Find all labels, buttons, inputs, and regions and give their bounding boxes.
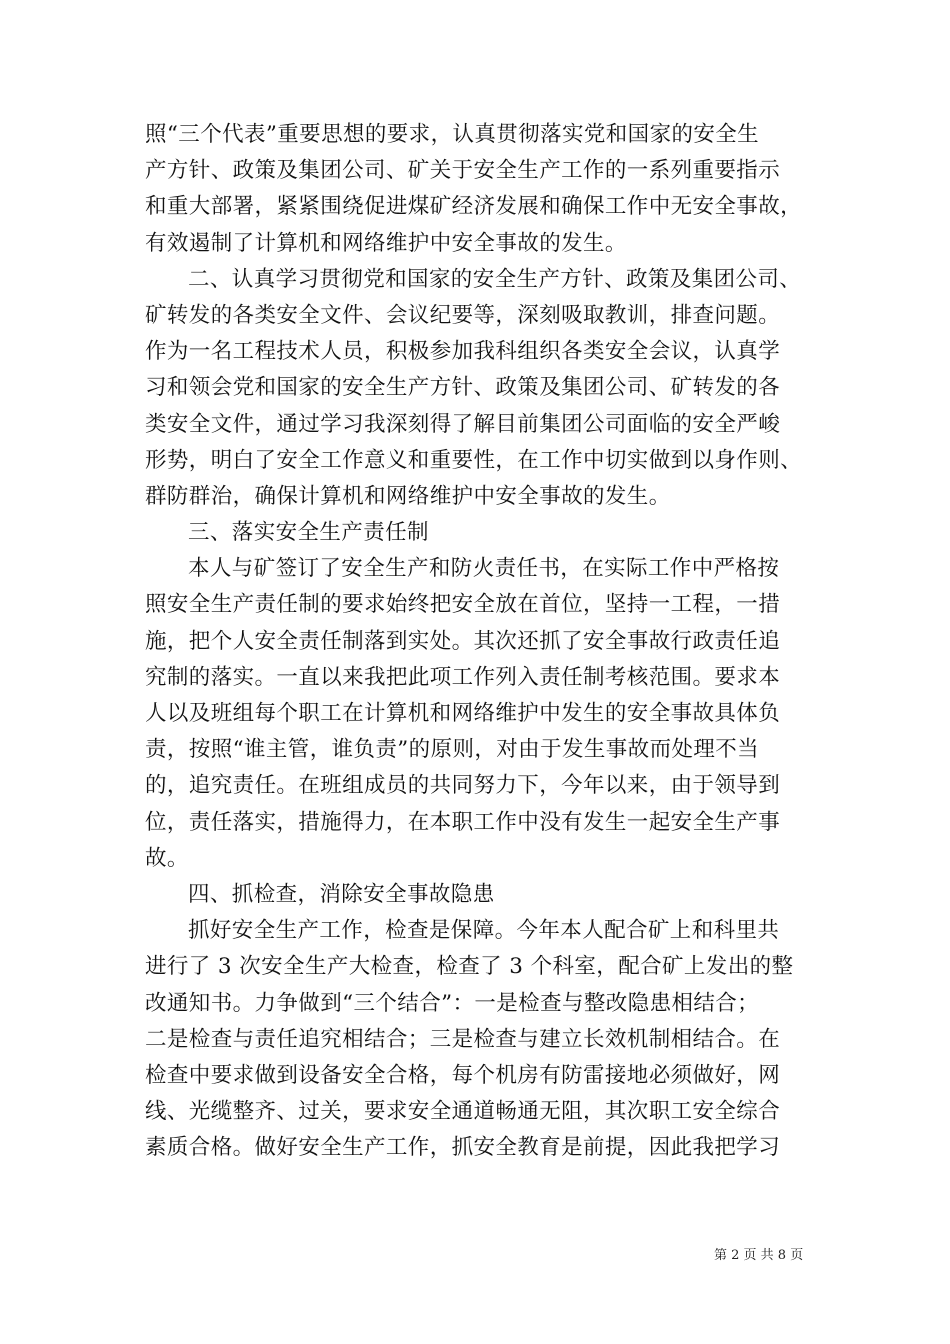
text-line: 三、落实安全生产责任制 [188,520,429,546]
text-line: 照“三个代表”重要思想的要求，认真贯彻落实党和国家的安全生 [145,122,760,147]
text-line: 产方针、政策及集团公司、矿关于安全生产工作的一系列重要指示 [145,158,781,184]
document-body [145,117,805,1166]
text-line: 类安全文件，通过学习我深刻得了解目前集团公司面临的安全严峻 [145,411,781,437]
text-line: 施，把个人安全责任制落到实处。其次还抓了安全事故行政责任追 [145,628,781,654]
text-line: 习和领会党和国家的安全生产方针、政策及集团公司、矿转发的各 [145,375,781,401]
text-line: 二、认真学习贯彻党和国家的安全生产方针、政策及集团公司、 [188,266,802,292]
text-line: 二是检查与责任追究相结合；三是检查与建立长效机制相结合。在 [145,1026,781,1052]
page-number-footer: 第 2 页 共 8 页 [714,1248,804,1263]
text-line: 责，按照“谁主管，谁负责”的原则，对由于发生事故而处理不当 [145,737,760,763]
text-line: 和重大部署，紧紧围绕促进煤矿经济发展和确保工作中无安全事故， [145,194,803,220]
text-line: 作为一名工程技术人员，积极参加我科组织各类安全会议，认真学 [145,339,781,365]
text-line: 本人与矿签订了安全生产和防火责任书，在实际工作中严格按 [188,556,780,582]
text-line: 人以及班组每个职工在计算机和网络维护中发生的安全事故具体负 [145,701,781,726]
text-line: 群防群治，确保计算机和网络维护中安全事故的发生。 [145,483,671,509]
text-line: 的，追究责任。在班组成员的共同努力下，今年以来，由于领导到 [145,773,781,799]
text-line: 改通知书。力争做到“三个结合”：一是检查与整改隐患相结合； [145,990,760,1016]
text-line: 照安全生产责任制的要求始终把安全放在首位，坚持一工程，一措 [145,592,781,618]
text-line: 抓好安全生产工作，检查是保障。今年本人配合矿上和科里共 [188,918,780,944]
text-line: 进行了 3 次安全生产大检查，检查了 3 个科室，配合矿上发出的整 [145,954,794,980]
text-line: 形势，明白了安全工作意义和重要性，在工作中切实做到以身作则、 [145,447,803,473]
text-line: 矿转发的各类安全文件、会议纪要等，深刻吸取教训，排查问题。 [145,302,781,328]
text-line: 究制的落实。一直以来我把此项工作列入责任制考核范围。要求本 [145,664,781,690]
text-line: 检查中要求做到设备安全合格，每个机房有防雷接地必须做好，网 [145,1062,781,1088]
text-line: 位，责任落实，措施得力，在本职工作中没有发生一起安全生产事 [145,809,781,835]
text-line: 故。 [145,845,189,871]
text-line: 有效遏制了计算机和网络维护中安全事故的发生。 [145,230,627,256]
text-line: 四、抓检查，消除安全事故隐患 [188,881,495,907]
text-line: 线、光缆整齐、过关，要求安全通道畅通无阻，其次职工安全综合 [145,1099,781,1125]
text-line: 素质合格。做好安全生产工作，抓安全教育是前提，因此我把学习 [145,1135,781,1161]
